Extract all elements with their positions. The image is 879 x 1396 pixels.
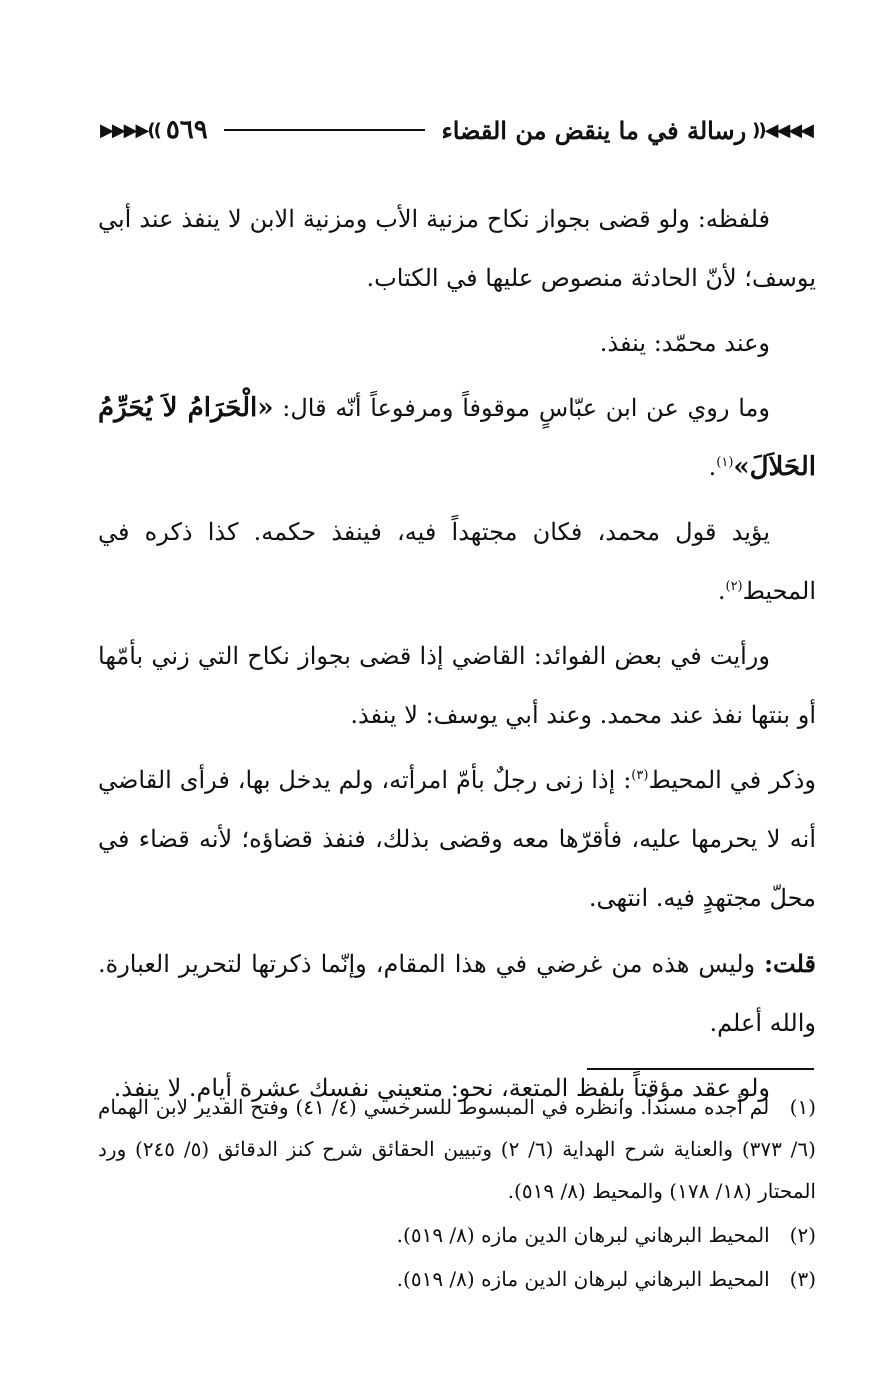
paragraph: ورأيت في بعض الفوائد: القاضي إذا قضى بجواز نكاح التي زني بأمّها أو بنتها نفذ عند محمد. وعند أبي يوسف: لا ينفذ. — [98, 642, 816, 729]
footnote-text: المحيط البرهاني لبرهان الدين مازه (٨/ ٥١٩). — [396, 1267, 770, 1291]
footnote-marker[interactable]: (٢) — [725, 579, 743, 594]
paragraph: ولو عقد مؤقتاً بلفظ المتعة، نحو: متعيني نفسك عشرة أيام. لا ينفذ. — [113, 1074, 770, 1102]
footnote-number: (٢) — [789, 1223, 816, 1247]
header-ornament-left: ))▶▶▶▶ — [100, 119, 160, 141]
footnotes — [98, 1086, 816, 1302]
paragraph: فلفظه: ولو قضى بجواز نكاح مزنية الأب ومزنية الابن لا ينفذ عند أبي يوسف؛ لأنّ الحادثة منصوص عليها في الكتاب. — [98, 205, 816, 292]
main-text — [98, 190, 816, 1124]
running-header — [100, 110, 812, 150]
footnote-text: المحيط البرهاني لبرهان الدين مازه (٨/ ٥١٩). — [396, 1223, 770, 1247]
footnote-separator — [587, 1068, 814, 1070]
paragraph: وما روي عن ابن عبّاسٍ موقوفاً ومرفوعاً أنّه قال: «الْحَرَامُ لاَ يُحَرِّمُ الحَلاَلَ»$^{(١)}$. — [98, 393, 816, 482]
paragraph: وذكر في المحيط$^{(٣)}$: إذا زنى رجلٌ بأمّ امرأته، ولم يدخل بها، فرأى القاضي أنه لا يحرمها عليه، فأقرّها معه وقضى بذلك، فنفذ قضاؤه؛ لأنه قضاء في محلّ مجتهدٍ فيه. انتهى. — [98, 766, 816, 912]
footnote-number: (١) — [789, 1095, 816, 1119]
qultu-lead: قلت: — [764, 949, 816, 978]
footnote-marker[interactable]: (١) — [716, 455, 734, 470]
hadith-quote: «الْحَرَامُ لاَ يُحَرِّمُ الحَلاَلَ» — [98, 393, 816, 482]
footnote-marker[interactable]: (٣) — [631, 768, 649, 783]
footnote-text: لم أجده مسنداً. وانظره في المبسوط للسرخسي (٤/ ٤١) وفتح القدير لابن الهمام (٦/ ٣٧٣) والعناية شرح الهداية (٦/ ٢) وتبيين الحقائق شرح كنز الدقائق (٥/ ٢٤٥) ورد المحتار (١٨/ ١٧٨) والمحيط (٨/ ٥١٩). — [98, 1095, 816, 1203]
running-title: رسالة في ما ينقض من القضاء — [441, 115, 747, 145]
footnote-number: (٣) — [789, 1267, 816, 1291]
paragraph: يؤيد قول محمد، فكان مجتهداً فيه، فينفذ حكمه. كذا ذكره في المحيط$^{(٢)}$. — [98, 518, 816, 605]
header-rule — [224, 129, 426, 131]
header-ornament-right: ◀◀◀◀(( — [752, 119, 812, 141]
footnote — [98, 1086, 816, 1212]
paragraph: قلت: وليس هذه من غرضي في هذا المقام، وإنّما ذكرتها لتحرير العبارة. والله أعلم. — [98, 949, 816, 1037]
footnote — [98, 1258, 816, 1300]
page-number: ٥٦٩ — [165, 115, 208, 145]
footnote — [98, 1214, 816, 1256]
paragraph: وعند محمّد: ينفذ. — [599, 329, 770, 357]
